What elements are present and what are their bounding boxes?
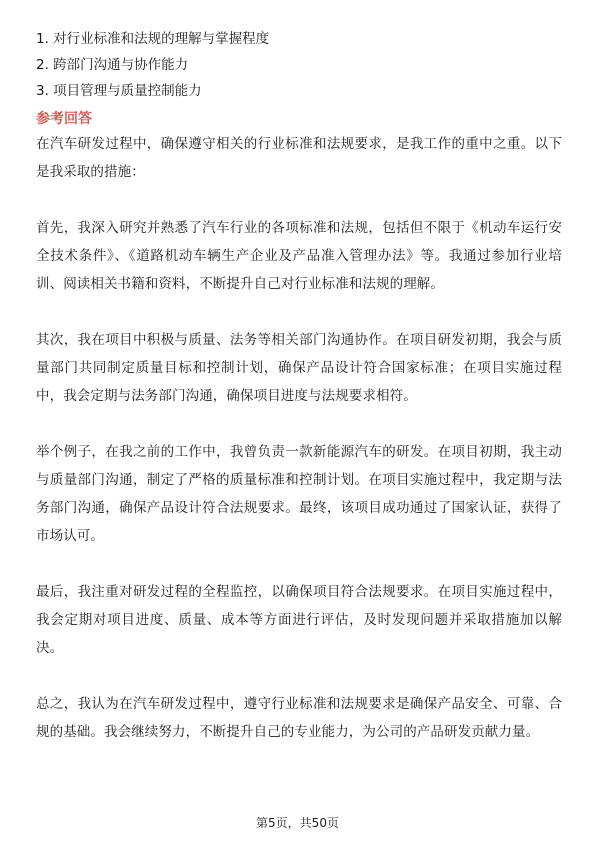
list-item: 3. 项目管理与质量控制能力 — [36, 83, 202, 99]
paragraph-first: 首先，我深入研究并熟悉了汽车行业的各项标准和法规，包括但不限于《机动车运行安全技术条件》、《道路机动车辆生产企业及产品准入管理办法》等。我通过参加行业培训、阅读相关书籍和资料，不断提升自己对行业标准和法规的理解。 — [36, 220, 562, 292]
criteria-list — [36, 26, 562, 104]
paragraph-second: 其次，我在项目中积极与质量、法务等相关部门沟通协作。在项目研发初期，我会与质量部门共同制定质量目标和控制计划，确保产品设计符合国家标准；在项目实施过程中，我会定期与法务部门沟通，确保项目进度与法规要求相符。 — [36, 332, 562, 404]
paragraph-conclusion: 总之，我认为在汽车研发过程中，遵守行业标准和法规要求是确保产品安全、可靠、合规的基础。我会继续努力，不断提升自己的专业能力，为公司的产品研发贡献力量。 — [36, 696, 562, 740]
answer-body — [36, 130, 562, 746]
page-content — [36, 26, 562, 746]
list-item: 2. 跨部门沟通与协作能力 — [36, 57, 189, 73]
paragraph-intro: 在汽车研发过程中，确保遵守相关的行业标准和法规要求，是我工作的重中之重。以下是我采取的措施： — [36, 136, 562, 180]
section-heading: 参考回答 — [36, 111, 92, 127]
paragraph-example: 举个例子，在我之前的工作中，我曾负责一款新能源汽车的研发。在项目初期，我主动与质量部门沟通，制定了严格的质量标准和控制计划。在项目实施过程中，我定期与法务部门沟通，确保产品设计符合法规要求。最终，该项目成功通过了国家认证，获得了市场认可。 — [36, 444, 562, 544]
list-item: 1. 对行业标准和法规的理解与掌握程度 — [36, 31, 270, 47]
paragraph-last: 最后，我注重对研发过程的全程监控，以确保项目符合法规要求。在项目实施过程中，我会定期对项目进度、质量、成本等方面进行评估，及时发现问题并采取措施加以解决。 — [36, 584, 562, 656]
page-number: 第5页，共50页 — [256, 816, 339, 830]
